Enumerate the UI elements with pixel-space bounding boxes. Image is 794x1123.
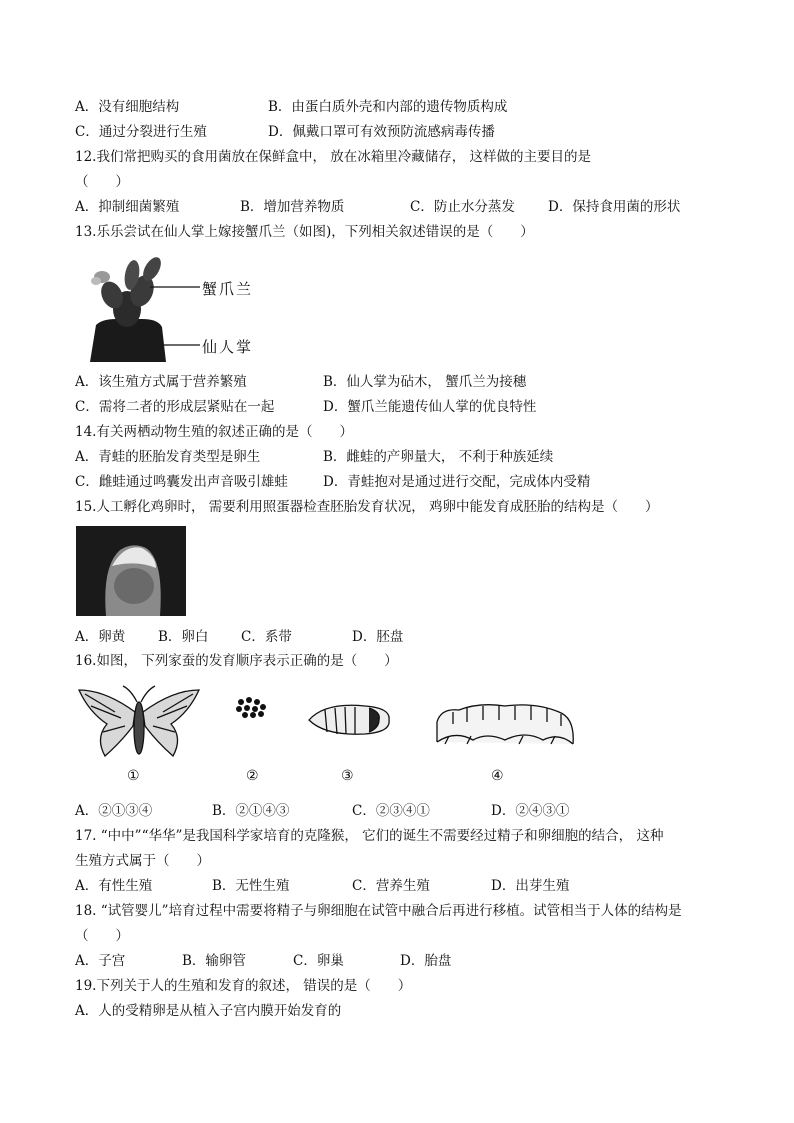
q11-option-c: C．通过分裂进行生殖 xyxy=(75,124,207,140)
q13-option-c: C．需将二者的形成层紧贴在一起 xyxy=(75,399,275,415)
egg-candling-photo xyxy=(76,526,186,616)
stage-number-4: ④ xyxy=(491,768,504,784)
moth-icon xyxy=(79,686,199,756)
q12-stem: 12.我们常把购买的食用菌放在保鲜盒中， 放在冰箱里冷藏储存， 这样做的主要目的是 xyxy=(75,149,592,165)
q19-option-a: A．人的受精卵是从植入子宫内膜开始发育的 xyxy=(75,1003,342,1019)
q14-option-b: B．雌蛙的产卵量大， 不利于种族延续 xyxy=(323,449,554,465)
q18-stem: 18. “试管婴儿”培育过程中需要将精子与卵细胞在试管中融合后再进行移植。试管相当于人体的结构是 xyxy=(75,903,682,919)
q14-stem: 14.有关两栖动物生殖的叙述正确的是（ ） xyxy=(75,424,353,440)
q17-option-d: D．出芽生殖 xyxy=(491,878,570,894)
q13-option-d: D．蟹爪兰能遗传仙人掌的优良特性 xyxy=(323,399,537,415)
q18-option-b: B．输卵管 xyxy=(182,953,246,969)
q11-option-d: D．佩戴口罩可有效预防流感病毒传播 xyxy=(268,124,495,140)
q14-option-d: D．青蛙抱对是通过进行交配，完成体内受精 xyxy=(323,474,591,490)
eggs-icon xyxy=(236,697,266,718)
q14-option-c: C．雌蛙通过鸣囊发出声音吸引雄蛙 xyxy=(75,474,288,490)
q13-stem: 13.乐乐尝试在仙人掌上嫁接蟹爪兰（如图)，下列相关叙述错误的是（ ） xyxy=(75,224,534,240)
q12-option-b: B．增加营养物质 xyxy=(240,199,345,215)
q16-option-c: C．②③④① xyxy=(352,803,430,819)
q13-option-a: A．该生殖方式属于营养繁殖 xyxy=(75,374,247,390)
q12-blank: （ ） xyxy=(75,174,129,190)
q17-option-b: B．无性生殖 xyxy=(212,878,290,894)
stage-number-3: ③ xyxy=(341,768,354,784)
q16-option-d: D．②④③① xyxy=(491,803,570,819)
pupa-icon xyxy=(309,705,389,734)
q12-option-c: C．防止水分蒸发 xyxy=(410,199,515,215)
q18-option-d: D．胎盘 xyxy=(400,953,452,969)
q15-option-d: D．胚盘 xyxy=(352,629,404,645)
q16-option-b: B．②①④③ xyxy=(212,803,290,819)
q16-stem: 16.如图， 下列家蚕的发育顺序表示正确的是（ ） xyxy=(75,653,398,669)
q19-stem: 19.下列关于人的生殖和发育的叙述， 错误的是（ ） xyxy=(75,978,412,994)
stage-number-2: ② xyxy=(246,768,259,784)
q17-stem: 17. “中中”“华华”是我国科学家培育的克隆猴， 它们的诞生不需要经过精子和卵细胞的结合， 这种 xyxy=(75,828,664,844)
q18-option-a: A．子宫 xyxy=(75,953,126,969)
q15-option-a: A．卵黄 xyxy=(75,629,126,645)
q12-option-d: D．保持食用菌的形状 xyxy=(548,199,681,215)
larva-icon xyxy=(437,705,573,744)
q11-option-b: B．由蛋白质外壳和内部的遗传物质构成 xyxy=(268,99,508,115)
q15-stem: 15.人工孵化鸡卵时， 需要利用照蛋器检查胚胎发育状况， 鸡卵中能发育成胚胎的结构是（ ） xyxy=(75,499,659,515)
label-scion: 蟹爪兰 xyxy=(202,280,254,298)
q11-option-a: A．没有细胞结构 xyxy=(75,99,180,115)
q16-option-a: A．②①③④ xyxy=(75,803,153,819)
q14-option-a: A．青蛙的胚胎发育类型是卵生 xyxy=(75,449,261,465)
q18-blank: （ ） xyxy=(75,928,129,944)
q18-option-c: C．卵巢 xyxy=(293,953,344,969)
stage-number-1: ① xyxy=(127,768,140,784)
label-rootstock: 仙人掌 xyxy=(202,338,254,356)
q17-option-a: A．有性生殖 xyxy=(75,878,153,894)
q15-option-c: C．系带 xyxy=(241,629,292,645)
silkworm-stages-figure xyxy=(75,682,580,772)
q13-option-b: B．仙人掌为砧木， 蟹爪兰为接穗 xyxy=(323,374,527,390)
q17-option-c: C．营养生殖 xyxy=(352,878,430,894)
q17-stem-cont: 生殖方式属于（ ） xyxy=(75,853,210,869)
q15-option-b: B．卵白 xyxy=(158,629,209,645)
q12-option-a: A．抑制细菌繁殖 xyxy=(75,199,180,215)
